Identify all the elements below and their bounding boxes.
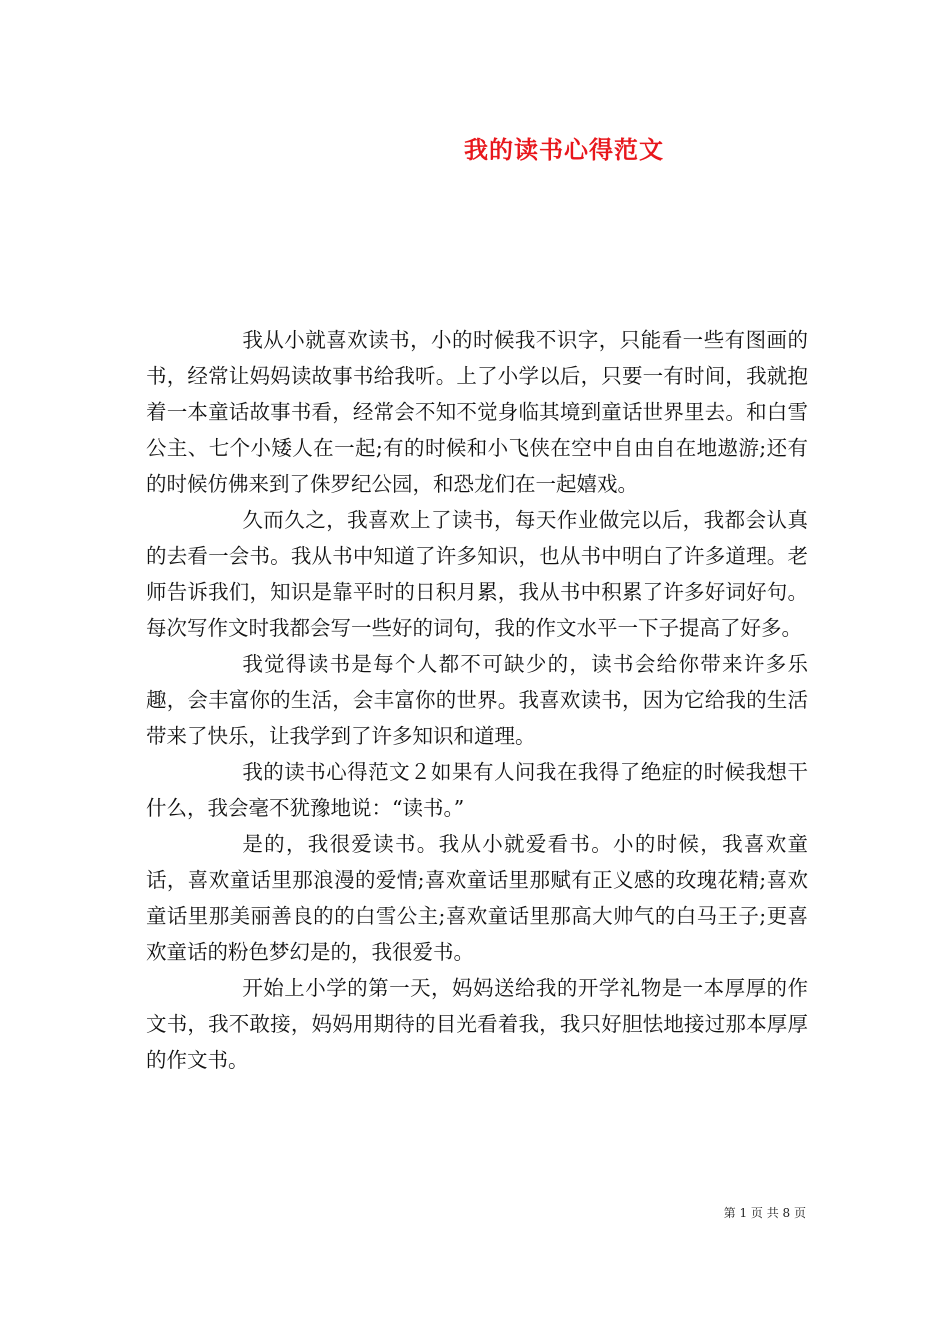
paragraph-2: 久而久之，我喜欢上了读书，每天作业做完以后，我都会认真的去看一会书。我从书中知道了许多知识，也从书中明白了许多道理。老师告诉我们，知识是靠平时的日积月累，我从书中积累了许多好词好句。每次写作文时我都会写一些好的词句，我的作文水平一下子提高了好多。 (146, 508, 808, 640)
paragraph-6: 开始上小学的第一天，妈妈送给我的开学礼物是一本厚厚的作文书，我不敢接，妈妈用期待的目光看着我，我只好胆怯地接过那本厚厚的作文书。 (146, 976, 808, 1072)
paragraph-3: 我觉得读书是每个人都不可缺少的，读书会给你带来许多乐趣，会丰富你的生活，会丰富你的世界。我喜欢读书，因为它给我的生活带来了快乐，让我学到了许多知识和道理。 (146, 652, 808, 748)
paragraph-4: 我的读书心得范文２如果有人问我在我得了绝症的时候我想干什么，我会毫不犹豫地说：“读书。” (146, 760, 808, 820)
document-title: 我的读书心得范文 (464, 135, 664, 164)
paragraph-5: 是的，我很爱读书。我从小就爱看书。小的时候，我喜欢童话，喜欢童话里那浪漫的爱情;喜欢童话里那赋有正义感的玫瑰花精;喜欢童话里那美丽善良的的白雪公主;喜欢童话里那高大帅气的白马王子;更喜欢童话的粉色梦幻是的，我很爱书。 (146, 832, 808, 964)
paragraph-1: 我从小就喜欢读书，小的时候我不识字，只能看一些有图画的书，经常让妈妈读故事书给我听。上了小学以后，只要一有时间，我就抱着一本童话故事书看，经常会不知不觉身临其境到童话世界里去。和白雪公主、七个小矮人在一起;有的时候和小飞侠在空中自由自在地遨游;还有的时候仿佛来到了侏罗纪公园，和恐龙们在一起嬉戏。 (146, 328, 808, 496)
page-number-footer: 第 1 页 共 8 页 (723, 1206, 806, 1220)
document-body (146, 322, 808, 1078)
